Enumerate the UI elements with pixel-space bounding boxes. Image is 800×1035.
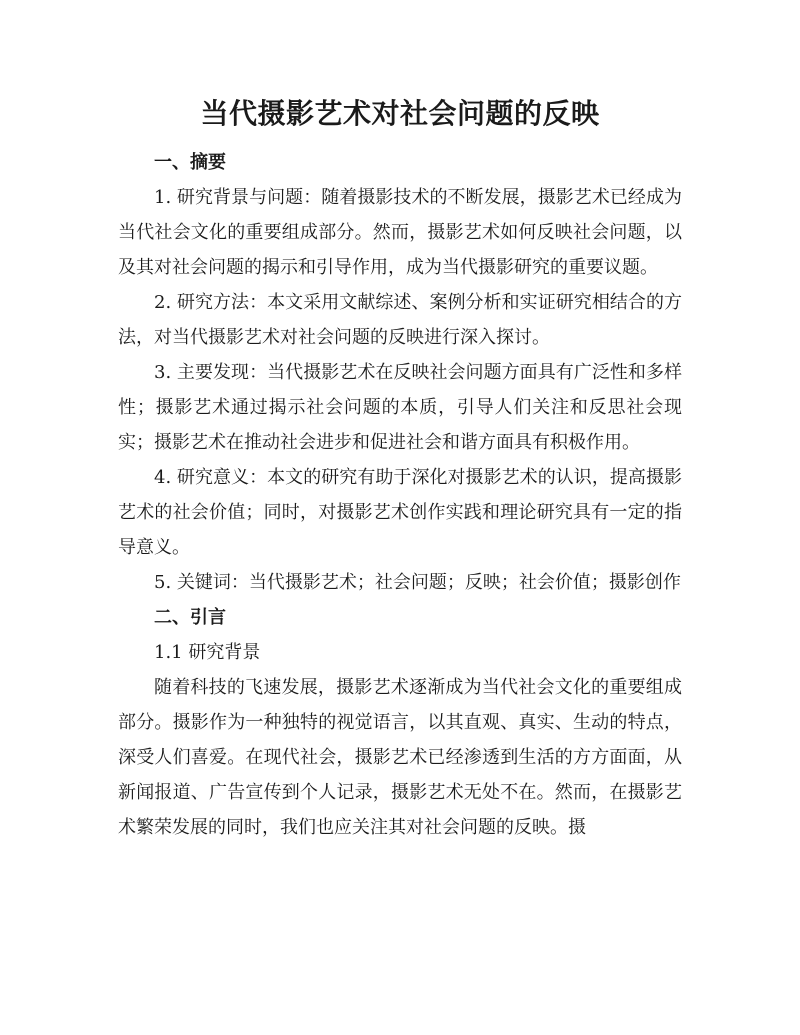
intro-paragraph: 随着科技的飞速发展，摄影艺术逐渐成为当代社会文化的重要组成部分。摄影作为一种独特的视觉语言，以其直观、真实、生动的特点，深受人们喜爱。在现代社会，摄影艺术已经渗透到生活的方方面面，从新闻报道、广告宣传到个人记录，摄影艺术无处不在。然而，在摄影艺术繁荣发展的同时，我们也应关注其对社会问题的反映。摄 bbox=[118, 677, 682, 838]
abstract-item-method: 2. 研究方法：本文采用文献综述、案例分析和实证研究相结合的方法，对当代摄影艺术对社会问题的反映进行深入探讨。 bbox=[118, 292, 682, 348]
abstract-item-findings: 3. 主要发现：当代摄影艺术在反映社会问题方面具有广泛性和多样性；摄影艺术通过揭示社会问题的本质，引导人们关注和反思社会现实；摄影艺术在推动社会进步和促进社会和谐方面具有积极作用。 bbox=[118, 362, 682, 453]
abstract-item-background: 1. 研究背景与问题：随着摄影技术的不断发展，摄影艺术已经成为当代社会文化的重要组成部分。然而，摄影艺术如何反映社会问题，以及其对社会问题的揭示和引导作用，成为当代摄影研究的重要议题。 bbox=[118, 187, 682, 278]
abstract-item-significance: 4. 研究意义：本文的研究有助于深化对摄影艺术的认识，提高摄影艺术的社会价值；同时，对摄影艺术创作实践和理论研究具有一定的指导意义。 bbox=[118, 467, 682, 558]
subsection-heading: 1.1 研究背景 bbox=[154, 642, 261, 663]
section-abstract bbox=[118, 145, 682, 600]
document-title: 当代摄影艺术对社会问题的反映 bbox=[200, 97, 600, 130]
document-body bbox=[118, 145, 682, 845]
section-heading: 一、摘要 bbox=[154, 152, 226, 173]
abstract-item-keywords: 5. 关键词：当代摄影艺术；社会问题；反映；社会价值；摄影创作 bbox=[154, 572, 681, 593]
section-introduction bbox=[118, 600, 682, 845]
section-heading: 二、引言 bbox=[154, 607, 226, 628]
